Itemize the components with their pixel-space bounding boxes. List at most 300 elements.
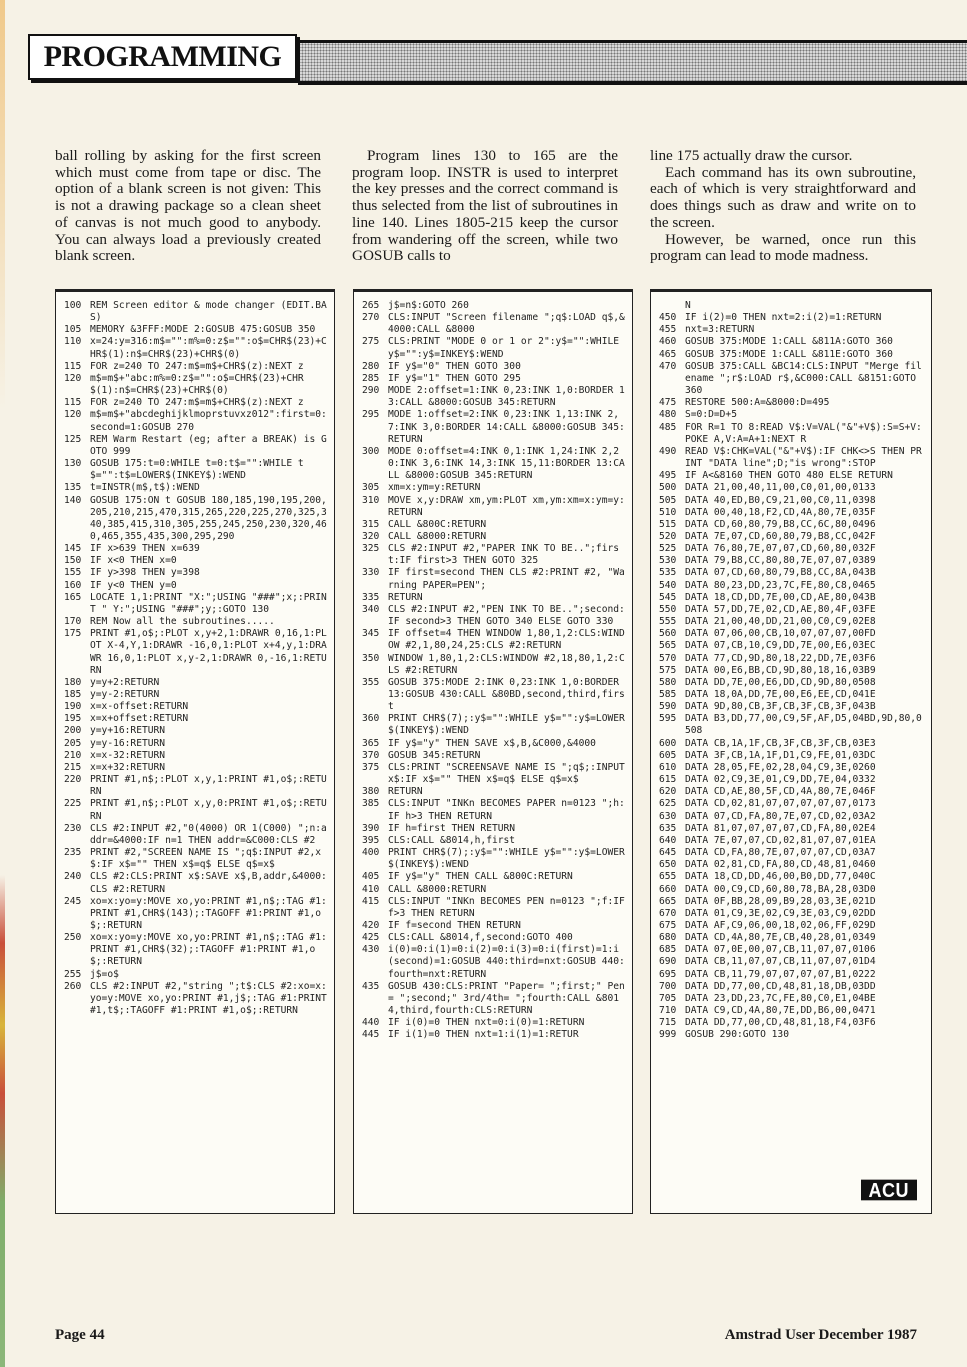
line-code: DATA 07,0E,00,07,CB,11,07,07,0106 [685,944,876,956]
line-code: CLS #2:CLS:PRINT x$:SAVE x$,B,addr,&4000:CLS #2:RETURN [90,871,327,895]
line-number: 195 [64,713,82,725]
line-code: CLS:PRINT "SCREENSAVE NAME IS ";q$;:INPUT x$:IF x$="" THEN x$=q$ ELSE q$=x$ [388,761,631,786]
line-number: 160 [64,579,82,591]
line-code: GOSUB 175:ON t GOSUB 180,185,190,195,200,205,210,215,470,315,265,220,225,270,325,340,385,415,310,305,255,245,250,230,320,460,465,355,435,300,295,290 [90,494,327,542]
line-number: 445 [362,1029,380,1041]
line-number: 165 [64,591,82,603]
line-number: 630 [659,810,677,822]
line-code: x=24:y=316:m$="":m%=0:z$="":o$=CHR$(23)+CHR$(1):n$=CHR$(23)+CHR$(0) [90,336,327,360]
code-line [659,993,925,1005]
body-text-column-3 [650,148,916,265]
line-code: GOSUB 290:GOTO 130 [685,1029,789,1041]
line-number: 670 [659,907,677,919]
line-code: DATA DD,77,00,CD,48,81,18,F4,03F6 [685,1017,876,1029]
line-code: DATA 79,B8,CC,80,80,7E,07,07,0389 [685,555,876,567]
line-code: REM Now all the subroutines..... [90,616,275,628]
code-line [362,385,626,409]
code-line [659,738,925,750]
code-line [659,422,925,446]
line-code: DATA CB,11,79,07,07,07,07,B1,0222 [685,968,876,980]
code-line [659,908,925,920]
line-code: xo=x:yo=y:MOVE xo,yo:PRINT #1,n$;:TAG #1:PRINT #1,CHR$(143);:TAGOFF #1:PRINT #1,o$;:RETURN [90,895,327,931]
code-line [64,847,328,871]
code-line [659,932,925,944]
line-code: IF y$="0" THEN GOTO 300 [388,360,521,372]
line-code: CLS #2:INPUT #2,"0(4000) OR 1(C000) ";n:addr=&4000:IF n=1 THEN addr=&C000:CLS #2 [90,822,327,846]
line-number: 615 [659,774,677,786]
line-code: DATA 02,C9,3E,01,C9,DD,7E,04,0332 [685,774,876,786]
line-code: IF offset=4 THEN WINDOW 1,80,1,2:CLS:WINDOW #2,1,80,24,25:CLS #2:RETURN [388,628,625,652]
line-code: FOR R=1 TO 8:READ V$:V=VAL("&"+V$):S=S+V:POKE A,V:A=A+1:NEXT R [685,421,922,445]
acu-logo-badge: ACU [861,1179,918,1200]
line-code: x=x+offset:RETURN [90,713,189,725]
line-number: 585 [659,689,677,700]
body-paragraph: line 175 actually draw the cursor. [650,147,853,164]
line-code: DATA DD,77,00,CD,48,81,18,DB,03DD [685,980,876,992]
code-line [659,604,925,616]
line-code: xm=x:ym=y:RETURN [388,482,481,494]
line-code: CLS #2:INPUT #2,"string ";t$:CLS #2:xo=x:yo=y:MOVE xo,yo:PRINT #1,j$;:TAG #1:PRINT #1,t$;:TAGOFF #1:PRINT #1,o$;:RETURN [90,980,333,1017]
code-line [659,835,925,847]
code-line [362,750,626,762]
code-line [64,980,333,1017]
line-code: PRINT CHR$(7);:y$="":WHILE y$="":y$=LOWER$(INKEY$):WEND [388,713,625,737]
line-number: 140 [64,494,82,506]
code-line [64,774,328,798]
line-code: DATA 7E,07,CD,60,80,79,B8,CC,042F [685,530,876,542]
line-code: CLS:INPUT "INKn BECOMES PEN n=0123 ";f:IF f>3 THEN RETURN [388,895,631,919]
line-number: 350 [362,652,380,664]
line-code: DATA 28,05,FE,02,28,04,C9,3E,0260 [685,761,876,773]
line-code: N [685,300,691,311]
code-line [64,555,328,567]
code-line [64,762,328,774]
line-number: 235 [64,847,82,859]
code-line [659,665,925,677]
line-number: 190 [64,701,82,713]
line-code: IF y$="1" THEN GOTO 295 [388,372,521,384]
line-number: 700 [659,980,677,992]
code-line [362,567,626,591]
code-line [362,713,626,737]
line-number: 210 [64,749,82,761]
line-code: DATA DD,7E,00,E6,DD,CD,9D,80,0508 [685,676,876,688]
code-line [659,628,925,640]
code-line [64,677,328,689]
code-line [659,798,925,810]
line-code: xo=x:yo=y:MOVE xo,yo:PRINT #1,n$;:TAG #1:PRINT #1,CHR$(32);:TAGOFF #1:PRINT #1,o$;:RETURN [90,932,327,968]
line-code: j$=n$:GOTO 260 [388,300,469,311]
line-code: IF y>398 THEN y=398 [90,567,200,579]
line-code: i(0)=0:i(1)=0:i(2)=0:i(3)=0:i(first)=1:i(second)=1:GOSUB 440:third=nxt:GOSUB 440:fourth=nxt:RETURN [388,944,625,980]
code-line [659,470,925,482]
line-number: 170 [64,616,82,628]
code-line [659,567,925,579]
line-code: IF first=second THEN CLS #2:PRINT #2, "Warning PAPER=PEN"; [388,567,625,591]
code-line [64,580,328,592]
code-line [659,896,925,908]
code-line [362,653,626,677]
program-listing-part-3 [650,289,932,1214]
line-number: 665 [659,895,677,907]
code-line [362,628,626,652]
line-number: 470 [659,360,677,372]
code-line [659,969,925,981]
line-code: GOSUB 345:RETURN [388,749,481,761]
code-line [659,1017,925,1029]
line-number: 475 [659,397,677,409]
line-code: y=y-16:RETURN [90,737,166,749]
line-code: RESTORE 500:A=&8000:D=495 [685,397,830,409]
line-number: 400 [362,847,380,859]
code-line [64,798,328,822]
code-line [64,397,328,409]
line-code: CLS:INPUT "Screen filename ";q$:LOAD q$,&4000:CALL &8000 [388,312,625,336]
line-code: IF i(0)=0 THEN nxt=0:i(0)=1:RETURN [388,1017,585,1029]
line-code: DATA 18,CD,DD,46,00,B0,DD,77,040C [685,871,876,883]
code-line [659,543,925,555]
line-number: 435 [362,980,380,992]
line-code: IF x>639 THEN x=639 [90,543,200,555]
line-number: 255 [64,968,82,980]
line-code: PRINT #1,o$;:PLOT x,y+2,1:DRAWR 0,16,1:PLOT X-4,Y,1:DRAWR -16,0,1:PLOT x+4,y,1:DRAWR 16,0,1:PLOT x,y-2,1:DRAWR 0,-16,1:RETURN [90,628,327,676]
line-code: nxt=3:RETURN [685,324,755,336]
code-line [362,761,631,786]
code-line [659,361,925,397]
line-code: DATA 18,0A,DD,7E,00,E6,EE,CD,041E [685,689,876,700]
line-code: DATA 3F,CB,1A,1F,D1,C9,FE,01,03DC [685,749,876,761]
line-number: 120 [64,372,82,384]
line-number: 385 [362,798,380,810]
code-line [362,738,626,750]
line-number: 340 [362,603,380,615]
line-code: DATA 40,ED,B0,C9,21,00,C0,11,0398 [685,494,876,506]
code-line [64,932,328,968]
line-code: S=0:D=D+5 [685,409,737,421]
line-number: 355 [362,676,380,688]
code-line [362,981,626,1017]
code-line [362,677,626,713]
line-code: CLS #2:INPUT #2,"PAPER INK TO BE..";first:IF first>3 THEN GOTO 325 [388,543,620,567]
line-number: 220 [64,774,82,786]
line-code: CLS:PRINT "MODE 0 or 1 or 2":y$="":WHILE y$="":y$=INKEY$:WEND [388,336,625,360]
code-line [64,458,328,482]
line-number [659,300,685,312]
section-header [28,34,967,84]
line-number: 605 [659,749,677,761]
line-number: 560 [659,628,677,640]
line-number: 535 [659,567,677,579]
line-number: 290 [362,385,380,397]
header-halftone-bar [298,40,967,85]
line-number: 310 [362,494,380,506]
code-line [64,592,328,616]
code-line [362,336,626,360]
line-code: DATA 23,DD,23,7C,FE,80,C0,E1,04BE [685,992,876,1004]
code-line [64,434,328,458]
code-line [362,884,626,896]
code-line [659,823,925,835]
line-code: DATA 21,00,40,11,00,C0,01,00,0133 [685,482,876,494]
line-number: 545 [659,591,677,603]
code-line [64,969,328,981]
line-code: PRINT CHR$(7);:y$="":WHILE y$="":y$=LOWER$(INKEY$):WEND [388,847,625,871]
line-code: DATA 07,06,00,CB,10,07,07,07,00FD [685,628,876,640]
line-number: 410 [362,883,380,895]
code-line [659,580,925,592]
line-number: 390 [362,822,380,834]
code-line [659,701,925,713]
line-number: 265 [362,300,380,311]
line-number: 305 [362,482,380,494]
line-code: m$=m$+"abc:m%=0:z$="":o$=CHR$(23)+CHR$(1):n$=CHR$(23)+CHR$(0) [90,372,304,397]
line-code: DATA 00,C9,CD,60,80,78,BA,28,03D0 [685,883,876,895]
line-number: 625 [659,798,677,810]
line-code: IF y<0 THEN y=0 [90,579,177,591]
code-line [659,300,925,312]
line-code: y=y-2:RETURN [90,689,160,700]
line-number: 575 [659,664,677,676]
line-number: 330 [362,567,380,579]
line-number: 230 [64,822,82,834]
code-line [64,896,328,932]
line-number: 145 [64,543,82,555]
code-line [64,713,328,725]
line-code: GOSUB 430:CLS:PRINT "Paper= ";first;" Pen= ";second;" 3rd/4th= ";fourth:CALL &8014,third,fourth:CLS:RETURN [388,980,625,1017]
line-number: 570 [659,652,677,664]
code-line [362,495,626,519]
code-line [362,835,626,847]
line-number: 285 [362,372,380,384]
line-number: 500 [659,482,677,494]
line-code: DATA 9D,80,CB,3F,CB,3F,CB,3F,043B [685,701,876,713]
line-number: 180 [64,676,82,688]
code-line [362,373,626,385]
line-number: 375 [362,761,380,773]
line-number: 150 [64,555,82,567]
line-number: 360 [362,713,380,725]
line-code: j$=o$ [90,968,119,980]
line-code: IF y$="y" THEN SAVE x$,B,&C000,&4000 [388,737,596,749]
line-number: 675 [659,919,677,931]
line-number: 715 [659,1017,677,1029]
line-code: DATA CB,11,07,07,CB,11,07,07,01D4 [685,956,876,968]
line-number: 130 [64,458,82,470]
line-code: DATA 07,CD,60,80,79,B8,CC,8A,043B [685,567,876,579]
code-line [362,786,626,798]
line-number: 650 [659,859,677,871]
code-line [64,361,328,373]
code-line [659,956,925,968]
line-number: 280 [362,360,380,372]
line-number: 315 [362,518,380,530]
line-number: 620 [659,786,677,798]
line-code: GOSUB 375:MODE 1:CALL &811A:GOTO 360 [685,336,893,348]
line-number: 505 [659,494,677,506]
line-code: m$=m$+"abcdeghijklmoprstuvxz012":first=0:second=1:GOSUB 270 [90,409,327,433]
line-number: 335 [362,591,380,603]
line-code: CLS:INPUT "INKn BECOMES PAPER n=0123 ";h:IF h>3 THEN RETURN [388,798,625,822]
line-code: REM Warm Restart (eg; after a BREAK) is GOTO 999 [90,433,327,457]
line-code: LOCATE 1,1:PRINT "X:";USING "###";x;:PRINT " Y:";USING "###";y;:GOTO 130 [90,591,327,615]
code-line [659,616,925,628]
program-listing-part-1 [55,289,335,1214]
code-line [362,519,626,531]
code-line [659,1029,925,1041]
line-number: 550 [659,603,677,615]
code-line [362,823,626,835]
code-line [659,397,925,409]
line-code: DATA 07,CB,10,C9,DD,7E,00,E6,03EC [685,640,876,652]
line-number: 645 [659,847,677,859]
line-number: 480 [659,409,677,421]
line-number: 705 [659,992,677,1004]
code-line [64,750,328,762]
line-code: CLS #2:INPUT #2,"PEN INK TO BE..";second:IF second>3 THEN GOTO 340 ELSE GOTO 330 [388,603,625,628]
line-code: FOR z=240 TO 247:m$=m$+CHR$(z):NEXT z [90,397,304,409]
code-line [64,616,328,628]
line-number: 530 [659,555,677,567]
line-number: 275 [362,336,380,348]
code-line [659,811,925,823]
line-code: DATA CB,1A,1F,CB,3F,CB,3F,CB,03E3 [685,737,876,749]
line-number: 115 [64,397,82,409]
line-number: 115 [64,360,82,372]
code-line [64,336,328,360]
line-code: DATA 7E,07,07,CD,02,81,07,07,01EA [685,834,876,846]
code-line [362,543,626,567]
line-number: 240 [64,871,82,883]
line-number: 520 [659,530,677,542]
line-code: y=y+2:RETURN [90,676,160,688]
line-number: 540 [659,579,677,591]
line-number: 110 [64,336,82,348]
line-number: 690 [659,956,677,968]
line-code: DATA 01,C9,3E,02,C9,3E,03,C9,02DD [685,907,876,919]
body-paragraph: However, be warned, once run this program can lead to mode madness. [650,230,916,265]
line-number: 175 [64,628,82,640]
code-line [64,738,328,750]
code-line [64,495,328,544]
code-line [659,884,925,896]
line-code: y=y+16:RETURN [90,725,166,737]
line-number: 450 [659,312,677,324]
code-line [659,507,925,519]
line-number: 515 [659,518,677,530]
line-code: DATA C9,CD,4A,80,7E,DD,B6,00,0471 [685,1005,876,1017]
line-number: 610 [659,761,677,773]
code-line [659,349,925,361]
line-number: 510 [659,506,677,518]
code-line [659,531,925,543]
line-number: 600 [659,737,677,749]
line-code: DATA AF,C9,06,00,18,02,06,FF,029D [685,919,876,931]
line-number: 660 [659,883,677,895]
code-line [659,653,925,665]
line-code: WINDOW 1,80,1,2:CLS:WINDOW #2,18,80,1,2:CLS #2:RETURN [388,652,625,676]
code-line [362,932,626,944]
line-number: 120 [64,409,82,421]
line-number: 555 [659,616,677,628]
line-code: PRINT #1,n$;:PLOT x,y,1:PRINT #1,o$;:RETURN [90,774,327,798]
line-number: 105 [64,324,82,336]
line-number: 300 [362,445,380,457]
section-title-box [28,34,297,80]
line-code: DATA 00,E6,BB,CD,9D,80,18,16,03B9 [685,664,876,676]
line-code: DATA CD,FA,80,7E,07,07,07,CD,03A7 [685,847,876,859]
code-line [64,543,328,555]
line-number: 270 [362,312,380,324]
line-number: 135 [64,482,82,494]
code-line [64,689,328,701]
code-line [64,871,328,895]
line-number: 245 [64,895,82,907]
line-number: 640 [659,834,677,846]
code-line [64,324,328,336]
line-code: CALL &8000:RETURN [388,530,487,542]
line-code: MEMORY &3FFF:MODE 2:GOSUB 475:GOSUB 350 [90,324,316,336]
line-code: REM Screen editor & mode changer (EDIT.BAS) [90,300,327,324]
line-code: DATA CD,AE,80,5F,CD,4A,80,7E,046F [685,786,876,798]
code-line [64,300,328,324]
code-lines [659,300,925,1042]
section-title: PROGRAMMING [43,40,282,73]
code-line [659,750,925,762]
line-number: 565 [659,640,677,652]
line-number: 200 [64,725,82,737]
code-line [362,798,626,822]
line-code: MODE 0:offset=4:INK 0,1:INK 1,24:INK 2,20:INK 3,6:INK 14,3:INK 15,11:BORDER 13:CALL &8000:GOSUB 345:RETURN [388,445,625,482]
code-line [659,336,925,348]
program-listing-part-2 [353,289,633,1214]
code-line [64,373,328,397]
code-line [659,446,925,470]
code-line [659,312,925,324]
code-line [659,640,925,652]
line-number: 260 [64,980,82,992]
code-line [659,324,925,336]
line-number: 695 [659,968,677,980]
code-line [64,725,328,737]
code-line [362,920,626,932]
line-number: 155 [64,567,82,579]
line-code: DATA 00,40,18,F2,CD,4A,80,7E,035F [685,506,876,518]
line-number: 295 [362,409,380,421]
page-edge-strip [0,0,5,1367]
line-code: GOSUB 375:MODE 2:INK 0,23:INK 1,0:BORDER 13:GOSUB 430:CALL &80BD,second,third,first [388,676,625,713]
line-number: 250 [64,932,82,944]
line-code: IF i(2)=0 THEN nxt=2:i(2)=1:RETURN [685,312,882,324]
code-line [659,519,925,531]
line-number: 485 [659,421,677,433]
line-number: 380 [362,786,380,798]
line-code: DATA 57,DD,7E,02,CD,AE,80,4F,03FE [685,603,876,615]
line-code: RETURN [388,786,423,798]
code-line [64,482,328,494]
line-code: x=x-offset:RETURN [90,701,189,713]
code-line [362,446,626,482]
line-code: DATA 21,00,40,DD,21,00,C0,C9,02E8 [685,616,876,628]
line-number: 490 [659,445,677,457]
line-code: DATA B3,DD,77,00,C9,5F,AF,D5,04BD,9D,80,0508 [685,713,922,737]
line-code: IF x<0 THEN x=0 [90,555,177,567]
line-number: 415 [362,895,380,907]
line-number: 125 [64,433,82,445]
line-code: IF A<&8160 THEN GOTO 480 ELSE RETURN [685,470,893,482]
code-line [362,944,626,980]
line-code: CLS:CALL &8014,f,second:GOTO 400 [388,932,573,944]
line-code: PRINT #1,n$;:PLOT x,y,0:PRINT #1,o$;:RETURN [90,798,327,822]
